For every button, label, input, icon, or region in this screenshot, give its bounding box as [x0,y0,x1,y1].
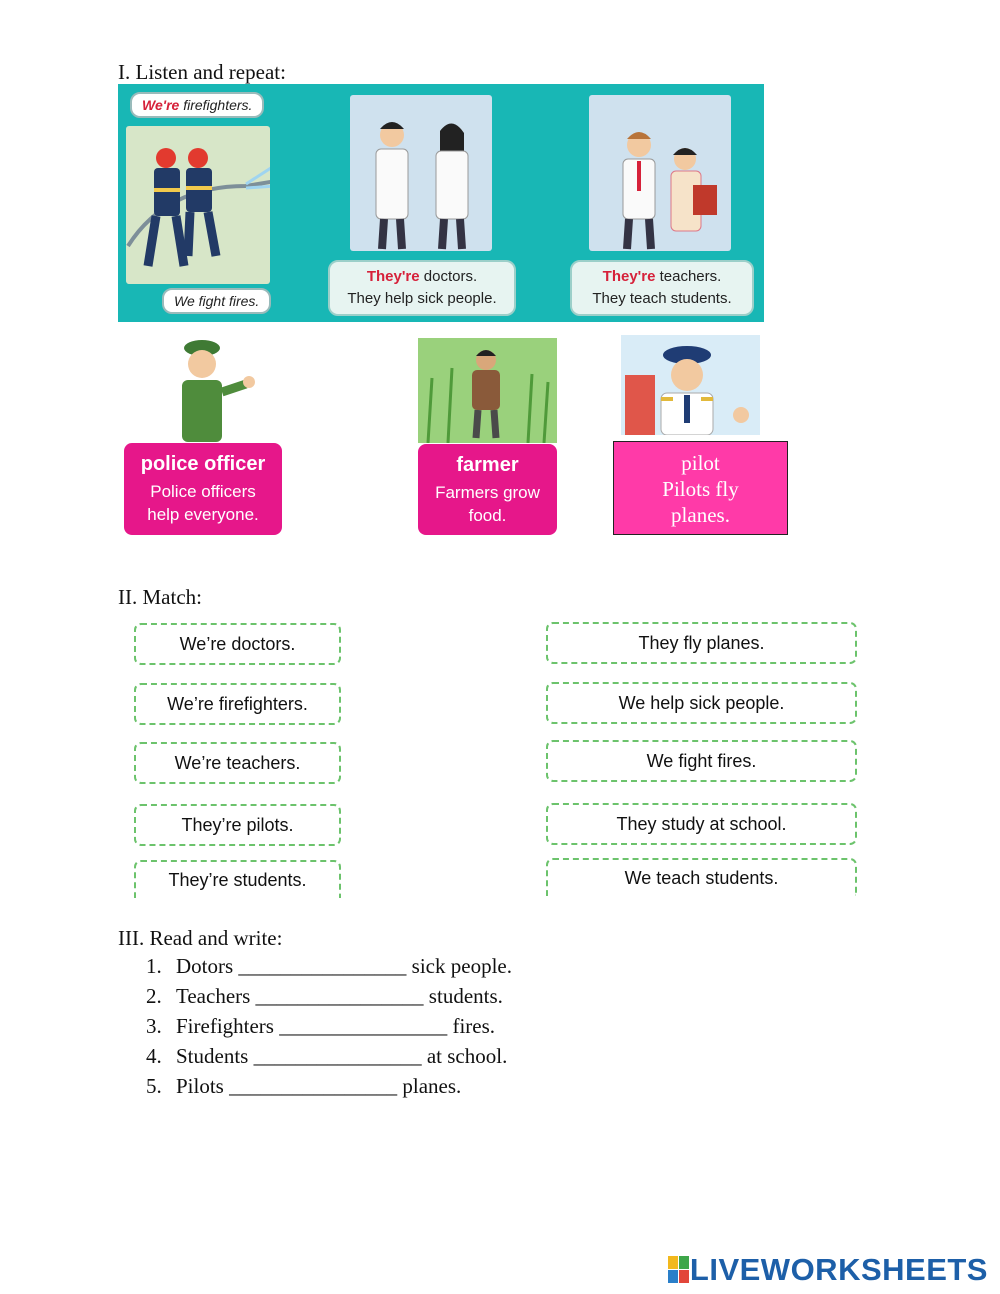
match-left-1[interactable]: We’re doctors. [134,623,341,665]
farmer-card [418,444,557,535]
match-left-5[interactable]: They’re students. [134,860,341,898]
doctors-illustration [350,95,492,251]
liveworksheets-logo[interactable] [668,1252,988,1288]
match-left-3[interactable]: We’re teachers. [134,742,341,784]
section1-heading: I. Listen and repeat: [118,60,286,84]
pilot-desc-line2: planes. [671,503,730,527]
write-item-3: 3. Firefighters ________________ fires. [146,1014,496,1038]
farmer-desc-line1: Farmers grow [435,483,540,502]
liveworksheets-badge-icon [668,1256,690,1284]
match-right-5[interactable]: We teach students. [546,858,857,896]
police-officer-illustration [150,336,260,442]
farmer-illustration [418,338,557,443]
police-officer-card [124,443,282,535]
write-item-1: 1. Dotors ________________ sick people. [146,954,512,978]
firefighters-speech-bubble: We're firefighters. [130,92,264,118]
police-officer-title: police officer [140,453,266,475]
write-item-5: 5. Pilots ________________ planes. [146,1074,462,1098]
listen-repeat-banner [118,84,764,322]
write-item-2: 2. Teachers ________________ students. [146,984,503,1008]
farmer-desc-line2: food. [468,506,507,525]
police-officer-desc-line1: Police officers [150,482,256,501]
pilot-title: pilot [681,451,720,475]
match-right-4[interactable]: They study at school. [546,803,857,845]
pilot-illustration [621,335,760,435]
match-right-3[interactable]: We fight fires. [546,740,857,782]
section2-heading: II. Match: [118,585,202,609]
firefighters-illustration [126,126,270,284]
pilot-card [613,441,788,535]
match-left-2[interactable]: We’re firefighters. [134,683,341,725]
teachers-caption: They're teachers. They teach students. [570,260,754,316]
farmer-title: farmer [456,454,519,476]
section3-heading: III. Read and write: [118,926,283,950]
police-officer-desc-line2: help everyone. [147,505,259,524]
write-item-4: 4. Students ________________ at school. [146,1044,508,1068]
match-right-1[interactable]: They fly planes. [546,622,857,664]
match-left-4[interactable]: They’re pilots. [134,804,341,846]
teachers-illustration [589,95,731,251]
doctors-caption: They're doctors. They help sick people. [328,260,516,316]
pilot-desc-line1: Pilots fly [662,477,739,501]
match-right-2[interactable]: We help sick people. [546,682,857,724]
liveworksheets-wordmark: LIVEWORKSHEETS [689,1252,988,1287]
fight-fires-speech-bubble: We fight fires. [162,288,271,314]
